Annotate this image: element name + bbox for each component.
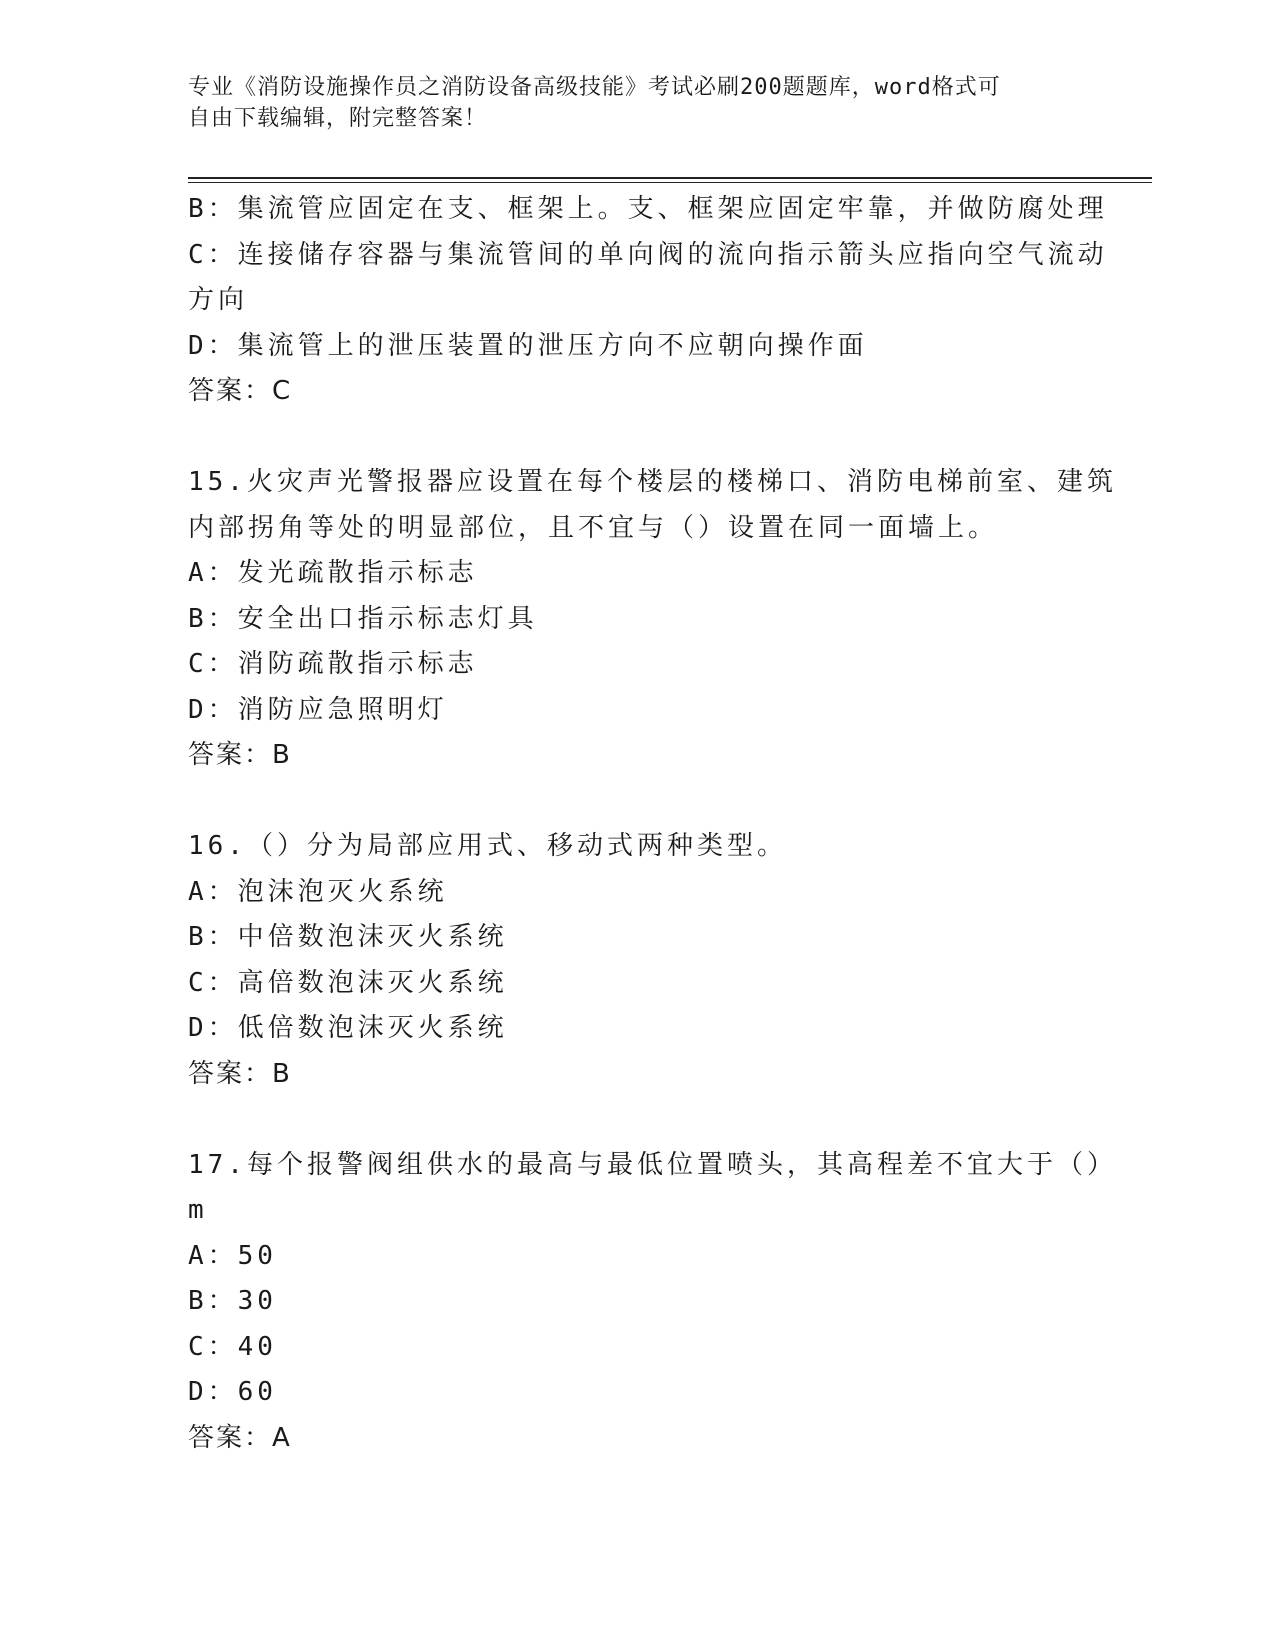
option-d: D：消防应急照明灯 [188, 694, 448, 725]
question-14-continued [188, 187, 1108, 415]
option-c: C：高倍数泡沫灭火系统 [188, 967, 508, 998]
option-b: B：中倍数泡沫灭火系统 [188, 922, 508, 952]
header-divider-thick [188, 177, 1152, 179]
spacer [188, 1097, 1088, 1143]
answer: 答案：B [188, 740, 292, 770]
answer: 答案：B [188, 1058, 292, 1089]
option-c-line-2: 方向 [188, 285, 249, 315]
header-line-1: 专业《消防设施操作员之消防设备高级技能》考试必刷200题题库，word格式可 [188, 75, 1001, 100]
question-stem-line-1: 15.火灾声光警报器应设置在每个楼层的楼梯口、消防电梯前室、建筑 [188, 467, 1117, 497]
option-b: B：安全出口指示标志灯具 [188, 603, 538, 634]
spacer [188, 779, 1088, 825]
answer: 答案：C [188, 376, 293, 406]
option-c-line-1: C：连接储存容器与集流管间的单向阀的流向指示箭头应指向空气流动 [188, 239, 1108, 270]
question-15 [188, 460, 1117, 779]
question-stem-line-1: 16.（）分为局部应用式、移动式两种类型。 [188, 831, 787, 861]
question-16 [188, 824, 1088, 1097]
option-a: A：50 [188, 1240, 277, 1271]
answer: 答案：A [188, 1422, 292, 1453]
option-d: D：低倍数泡沫灭火系统 [188, 1013, 508, 1043]
spacer [188, 415, 1088, 461]
question-stem-line-2: m [188, 1195, 208, 1225]
option-d: D：60 [188, 1377, 277, 1407]
question-stem-line-2: 内部拐角等处的明显部位，且不宜与（）设置在同一面墙上。 [188, 512, 999, 543]
question-17 [188, 1143, 1117, 1462]
document-header [188, 72, 1068, 134]
header-divider-thin [188, 182, 1152, 183]
option-d: D：集流管上的泄压装置的泄压方向不应朝向操作面 [188, 330, 868, 361]
document-body [188, 187, 1117, 1461]
option-a: A：泡沫泡灭火系统 [188, 876, 448, 907]
option-c: C：40 [188, 1331, 277, 1362]
option-b: B：集流管应固定在支、框架上。支、框架应固定牢靠，并做防腐处理 [188, 194, 1108, 224]
question-stem-line-1: 17.每个报警阀组供水的最高与最低位置喷头，其高程差不宜大于（） [188, 1149, 1117, 1180]
option-a: A：发光疏散指示标志 [188, 558, 478, 588]
option-c: C：消防疏散指示标志 [188, 649, 478, 679]
header-line-2: 自由下载编辑，附完整答案！ [188, 106, 488, 131]
option-b: B：30 [188, 1286, 277, 1316]
